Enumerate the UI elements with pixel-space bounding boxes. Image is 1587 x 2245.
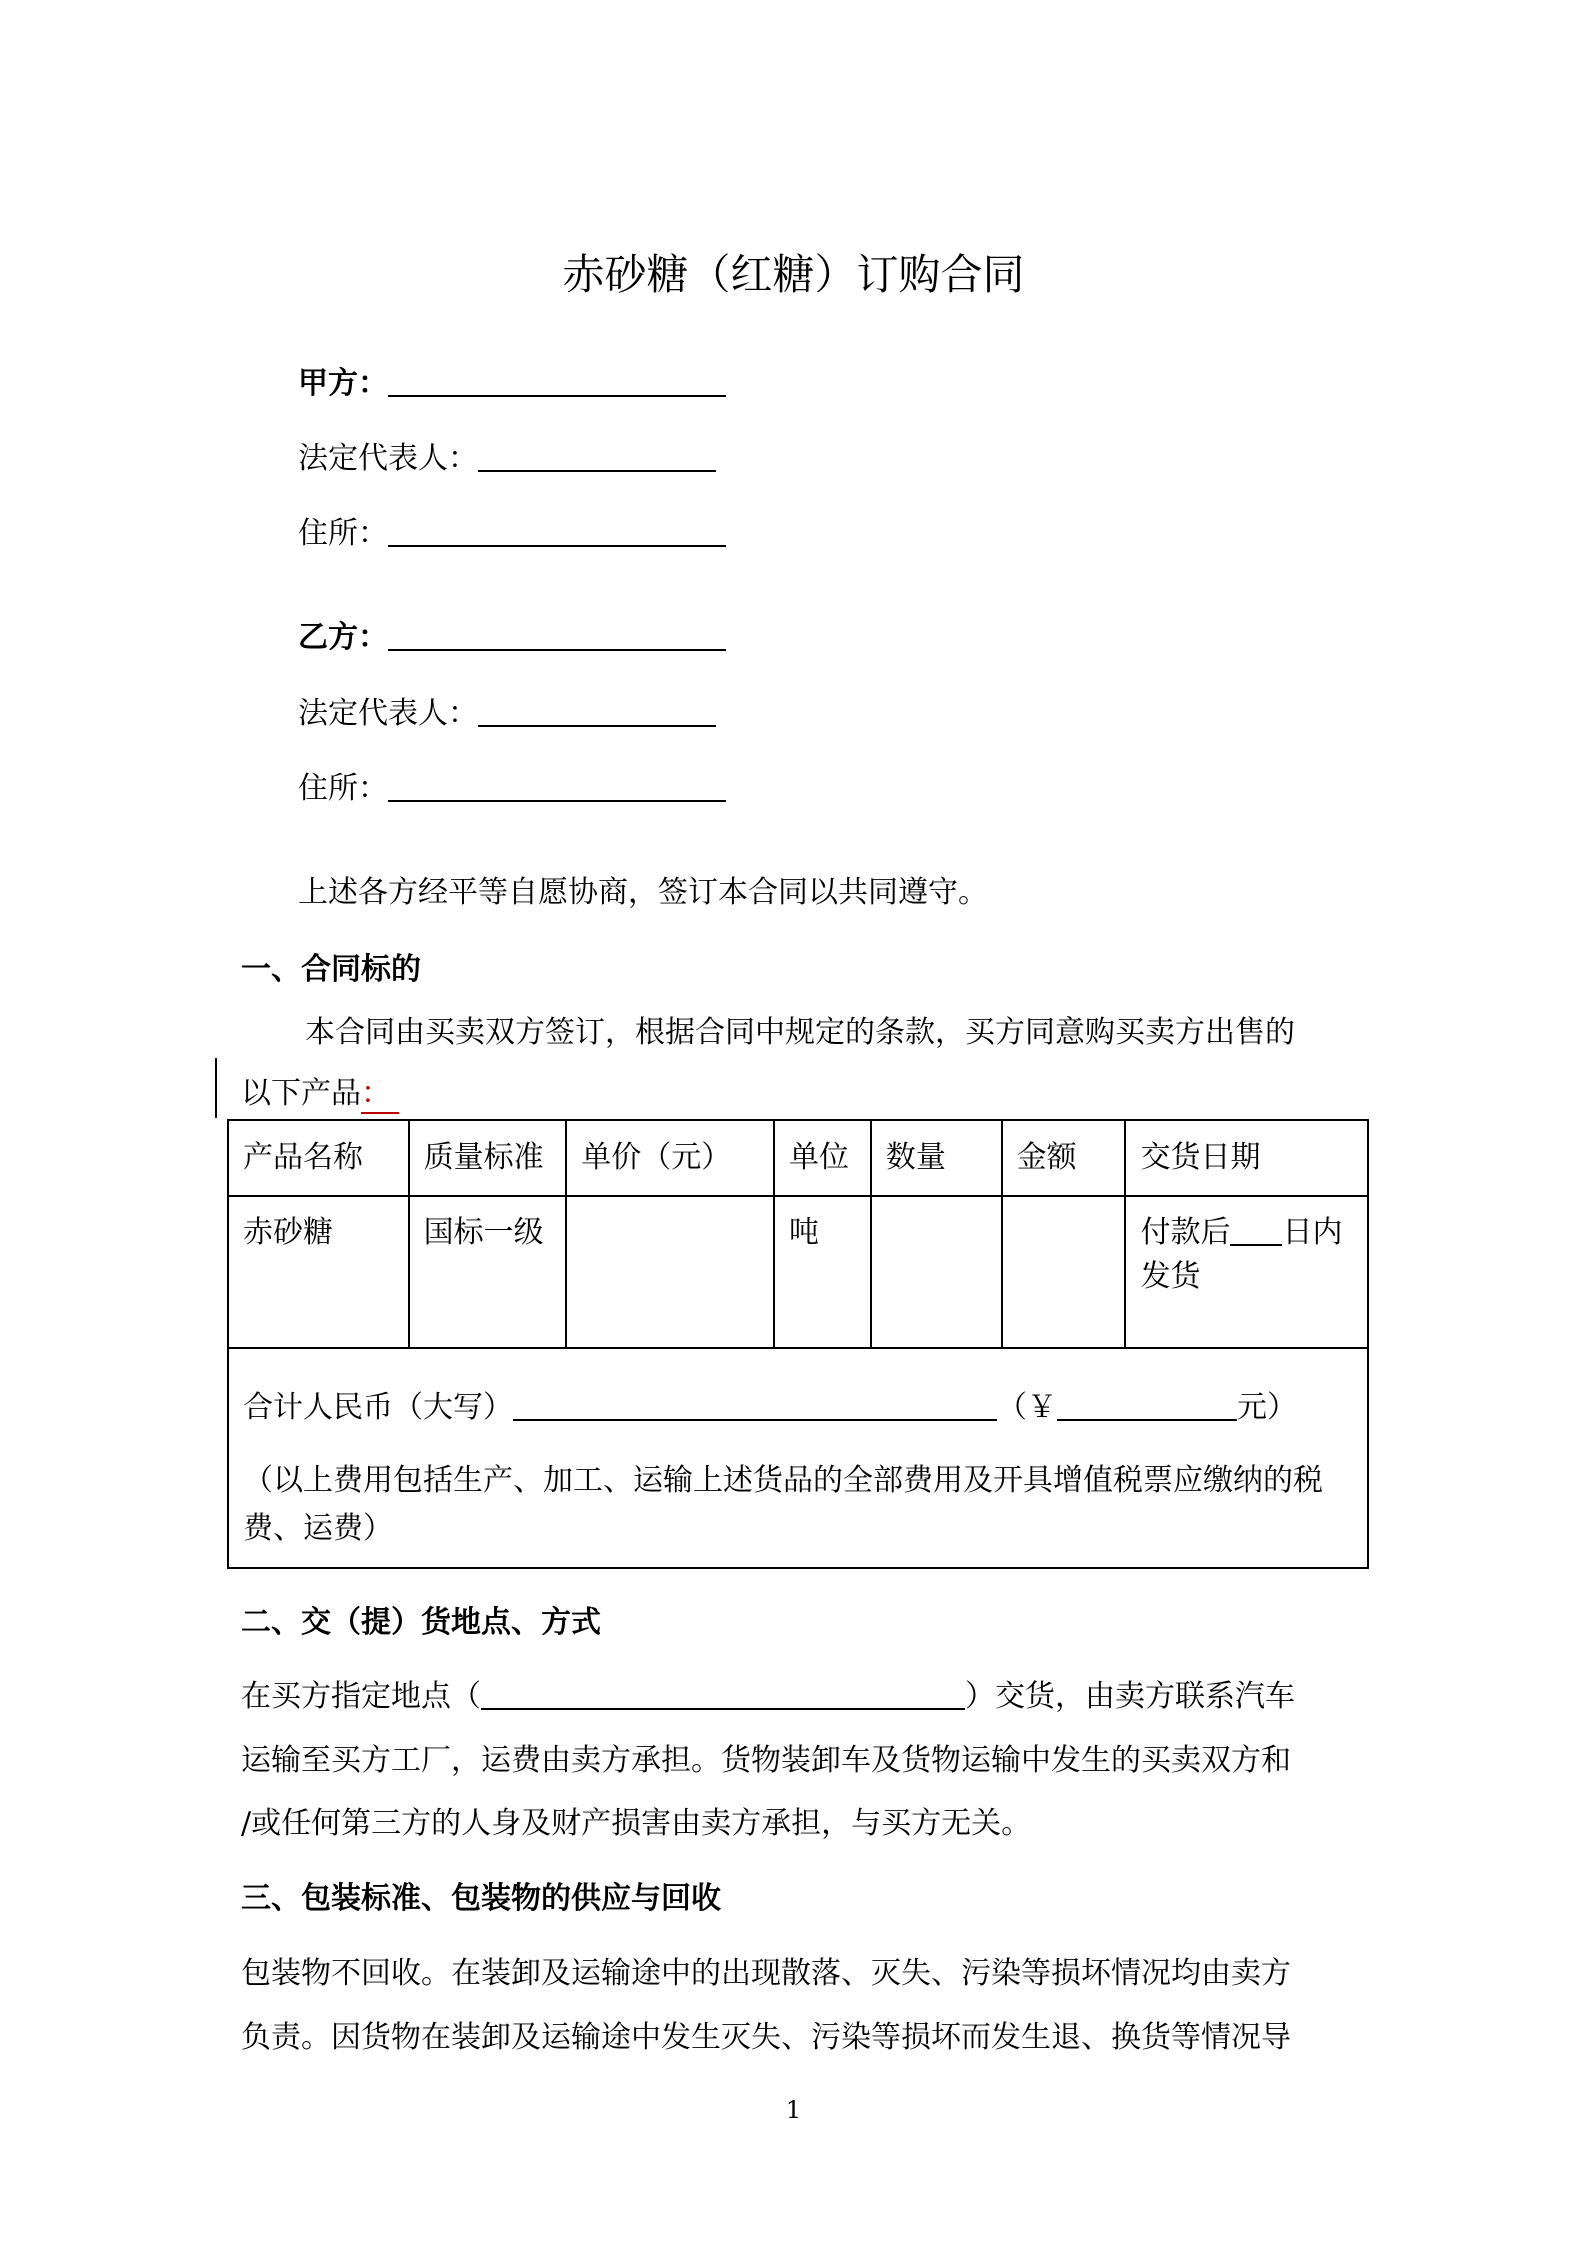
- section3-line1: 包装物不回收。在装卸及运输途中的出现散落、灭失、污染等损坏情况均由卖方: [241, 1956, 1291, 1991]
- party-b-rep-field[interactable]: [478, 695, 716, 727]
- party-b-addr-row: [298, 763, 726, 807]
- section2-heading: 二、交（提）货地点、方式: [241, 1605, 601, 1640]
- party-a-name-row: [298, 358, 726, 402]
- delivery-suffix: 日内发货: [1140, 1215, 1343, 1294]
- cell-delivery: [1125, 1196, 1368, 1348]
- header-delivery-date: 交货日期: [1125, 1120, 1368, 1196]
- total-line: [243, 1383, 1353, 1433]
- section2-line3: /或任何第三方的人身及财产损害由卖方承担，与买方无关。: [241, 1806, 1032, 1841]
- party-b-rep-row: [298, 688, 716, 732]
- total-yen-field[interactable]: [1057, 1389, 1237, 1421]
- party-b-addr-field[interactable]: [388, 770, 726, 802]
- section3-line2: 负责。因货物在装卸及运输途中发生灭失、污染等损坏而发生退、换货等情况导: [241, 2020, 1291, 2055]
- party-b-name-row: [298, 612, 726, 656]
- total-note: （以上费用包括生产、加工、运输上述货品的全部费用及开具增值税票应缴纳的税费、运费）: [243, 1463, 1323, 1546]
- cell-unit: 吨: [774, 1196, 871, 1348]
- cell-amount[interactable]: [1002, 1196, 1126, 1348]
- party-b-label: 乙方：: [298, 620, 388, 655]
- text-cursor-mark: [215, 1058, 217, 1118]
- header-unit-price: 单价（元）: [566, 1120, 774, 1196]
- total-yen-open: （￥: [997, 1390, 1057, 1425]
- header-quality-standard: 质量标准: [409, 1120, 567, 1196]
- table-total-row: [228, 1348, 1368, 1568]
- page-number: 1: [785, 2096, 802, 2124]
- delivery-prefix: 付款后: [1140, 1215, 1231, 1250]
- total-yen-close: 元）: [1237, 1390, 1297, 1425]
- party-a-addr-field[interactable]: [388, 515, 726, 547]
- goods-table: [227, 1119, 1369, 1569]
- cell-price[interactable]: [566, 1196, 774, 1348]
- document-title: 赤砂糖（红糖）订购合同: [562, 250, 1025, 299]
- cell-product: 赤砂糖: [228, 1196, 409, 1348]
- section3-heading: 三、包装标准、包装物的供应与回收: [241, 1881, 721, 1916]
- total-cell: [228, 1348, 1368, 1568]
- intro-paragraph: 上述各方经平等自愿协商，签订本合同以共同遵守。: [298, 875, 988, 910]
- party-a-rep-label: 法定代表人：: [298, 441, 478, 476]
- tracked-change-colon: ：: [361, 1068, 399, 1114]
- party-b-addr-label: 住所：: [298, 771, 388, 806]
- delivery-location-field[interactable]: [481, 1678, 965, 1710]
- header-amount: 金额: [1002, 1120, 1126, 1196]
- section2-line2: 运输至买方工厂，运费由卖方承担。货物装卸车及货物运输中发生的买卖双方和: [241, 1743, 1291, 1778]
- total-words-field[interactable]: [513, 1389, 997, 1421]
- delivery-days-field[interactable]: [1230, 1214, 1282, 1246]
- table-header-row: [228, 1120, 1368, 1196]
- section1-text-line1: 本合同由买卖双方签订，根据合同中规定的条款，买方同意购买卖方出售的: [305, 1015, 1295, 1050]
- cell-standard: 国标一级: [409, 1196, 567, 1348]
- party-a-addr-label: 住所：: [298, 516, 388, 551]
- header-quantity: 数量: [871, 1120, 1002, 1196]
- section2-line1-suffix: ）交货，由卖方联系汽车: [965, 1679, 1295, 1714]
- party-b-rep-label: 法定代表人：: [298, 696, 478, 731]
- section2-line1: [241, 1671, 1295, 1715]
- party-a-label: 甲方：: [298, 366, 388, 401]
- header-product-name: 产品名称: [228, 1120, 409, 1196]
- section1-heading: 一、合同标的: [241, 952, 421, 987]
- party-b-name-field[interactable]: [388, 619, 726, 651]
- table-row: [228, 1196, 1368, 1348]
- party-a-rep-row: [298, 433, 716, 477]
- section1-text-line2: [241, 1068, 399, 1114]
- section1-text-line2-label: 以下产品: [241, 1076, 361, 1111]
- total-label: 合计人民币（大写）: [243, 1390, 513, 1425]
- cell-quantity[interactable]: [871, 1196, 1002, 1348]
- party-a-name-field[interactable]: [388, 365, 726, 397]
- section2-line1-prefix: 在买方指定地点（: [241, 1679, 481, 1714]
- party-a-rep-field[interactable]: [478, 440, 716, 472]
- header-unit: 单位: [774, 1120, 871, 1196]
- party-a-addr-row: [298, 508, 726, 552]
